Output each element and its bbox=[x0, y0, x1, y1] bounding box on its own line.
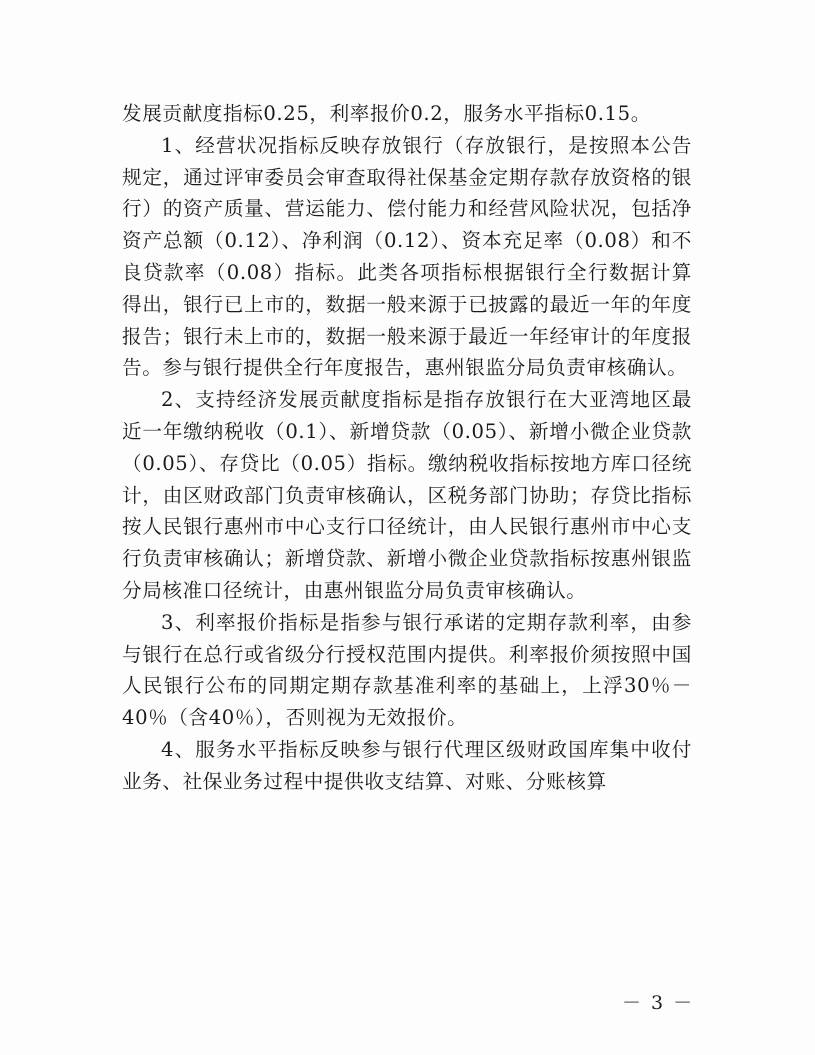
paragraph-item-3: 3、利率报价指标是指参与银行承诺的定期存款利率，由参与银行在总行或省级分行授权范围内提供。利率报价须按照中国人民银行公布的同期定期存款基准利率的基础上，上浮30％－40％（含40％），否则视为无效报价。 bbox=[122, 610, 692, 730]
paragraph-item-1: 1、经营状况指标反映存放银行（存放银行，是按照本公告规定，通过评审委员会审查取得社保基金定期存款存放资格的银行）的资产质量、营运能力、偿付能力和经营风险状况，包括净资产总额（0.12）、净利润（0.12）、资本充足率（0.08）和不良贷款率（0.08）指标。此类各项指标根据银行全行数据计算得出，银行已上市的，数据一般来源于已披露的最近一年的年度报告；银行未上市的，数据一般来源于最近一年经审计的年度报告。参与银行提供全行年度报告，惠州银监分局负责审核确认。 bbox=[122, 133, 692, 380]
document-body bbox=[122, 98, 692, 798]
paragraph-continuation: 发展贡献度指标0.25，利率报价0.2，服务水平指标0.15。 bbox=[122, 102, 651, 125]
paragraph-item-2: 2、支持经济发展贡献度指标是指存放银行在大亚湾地区最近一年缴纳税收（0.1）、新增贷款（0.05）、新增小微企业贷款（0.05）、存贷比（0.05）指标。缴纳税收指标按地方库口径统计，由区财政部门负责审核确认，区税务部门协助；存贷比指标按人民银行惠州市中心支行口径统计，由人民银行惠州市中心支行负责审核确认；新增贷款、新增小微企业贷款指标按惠州银监分局核准口径统计，由惠州银监分局负责审核确认。 bbox=[122, 388, 692, 602]
page-number: － 3 － bbox=[622, 992, 695, 1014]
paragraph-item-4: 4、服务水平指标反映参与银行代理区级财政国库集中收付业务、社保业务过程中提供收支结算、对账、分账核算 bbox=[122, 737, 692, 793]
